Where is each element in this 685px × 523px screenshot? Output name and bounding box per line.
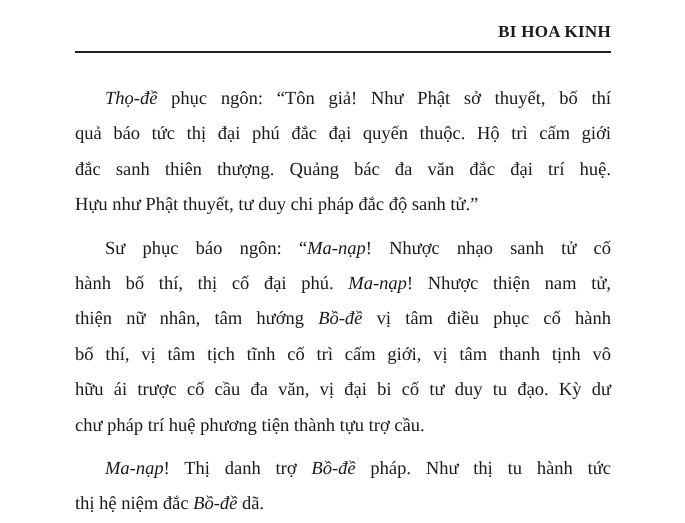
text-run: ! Nhược thiện nam tử, xyxy=(406,274,611,295)
text-run: bố thí, vị tâm tịch tĩnh cố trì cấm giới, vị tâm thanh tịnh vô xyxy=(75,344,611,365)
text-run: ! Thị danh trợ xyxy=(163,459,312,480)
text-run: chư pháp trí huệ phương tiện thành tựu trợ cầu. xyxy=(75,415,425,436)
text-line xyxy=(75,82,611,117)
text-line xyxy=(75,267,611,302)
text-run: Sư phục báo ngôn: “ xyxy=(105,238,308,259)
text-run: vị tâm điều phục cố hành xyxy=(362,309,612,330)
italic-term: Bồ-đề xyxy=(193,494,238,515)
text-line xyxy=(75,188,611,223)
text-run: phục ngôn: “Tôn giả! Như Phật sở thuyết, bố thí xyxy=(157,89,611,109)
italic-term: Ma-nạp xyxy=(307,238,366,259)
text-run: ! Nhược nhạo sanh tử cố xyxy=(365,238,611,259)
text-run: Hựu như Phật thuyết, tư duy chi pháp đắc độ sanh tử.” xyxy=(75,195,479,216)
text-line xyxy=(75,153,611,188)
text-run: thị hệ niệm đắc xyxy=(75,494,194,515)
text-run: đắc sanh thiên thượng. Quảng bác đa văn đắc đại trí huệ. xyxy=(75,159,611,180)
text-line xyxy=(75,487,611,522)
italic-term: Thọ-đề xyxy=(105,89,158,109)
text-line xyxy=(75,117,611,152)
italic-term: Bồ-đề xyxy=(318,309,363,330)
italic-term: Ma-nạp xyxy=(348,274,407,295)
text-line xyxy=(75,302,611,337)
italic-term: Ma-nạp xyxy=(105,459,164,480)
paragraph xyxy=(75,232,611,444)
text-line xyxy=(75,338,611,373)
text-line xyxy=(75,409,611,444)
text-run: dã. xyxy=(237,494,265,515)
text-run: pháp. Như thị tu hành tức xyxy=(355,459,612,480)
italic-term: Bồ-đề xyxy=(311,459,356,480)
text-run: hữu ái trược cố cầu đa văn, vị đại bi cố tư duy tu đạo. Kỳ dư xyxy=(75,380,611,401)
text-run: quả báo tức thị đại phú đắc đại quyến thuộc. Hộ trì cấm giới xyxy=(75,124,611,145)
paragraph xyxy=(75,452,611,523)
header-rule xyxy=(75,51,611,53)
text-line xyxy=(75,373,611,408)
body-text xyxy=(75,82,611,523)
paragraph xyxy=(75,82,611,224)
running-header-title: BI HOA KINH xyxy=(498,22,611,41)
text-run: hành bố thí, thị cố đại phú. xyxy=(75,274,349,295)
text-line xyxy=(75,452,611,487)
text-run: thiện nữ nhân, tâm hướng xyxy=(75,309,319,330)
text-line xyxy=(75,232,611,267)
